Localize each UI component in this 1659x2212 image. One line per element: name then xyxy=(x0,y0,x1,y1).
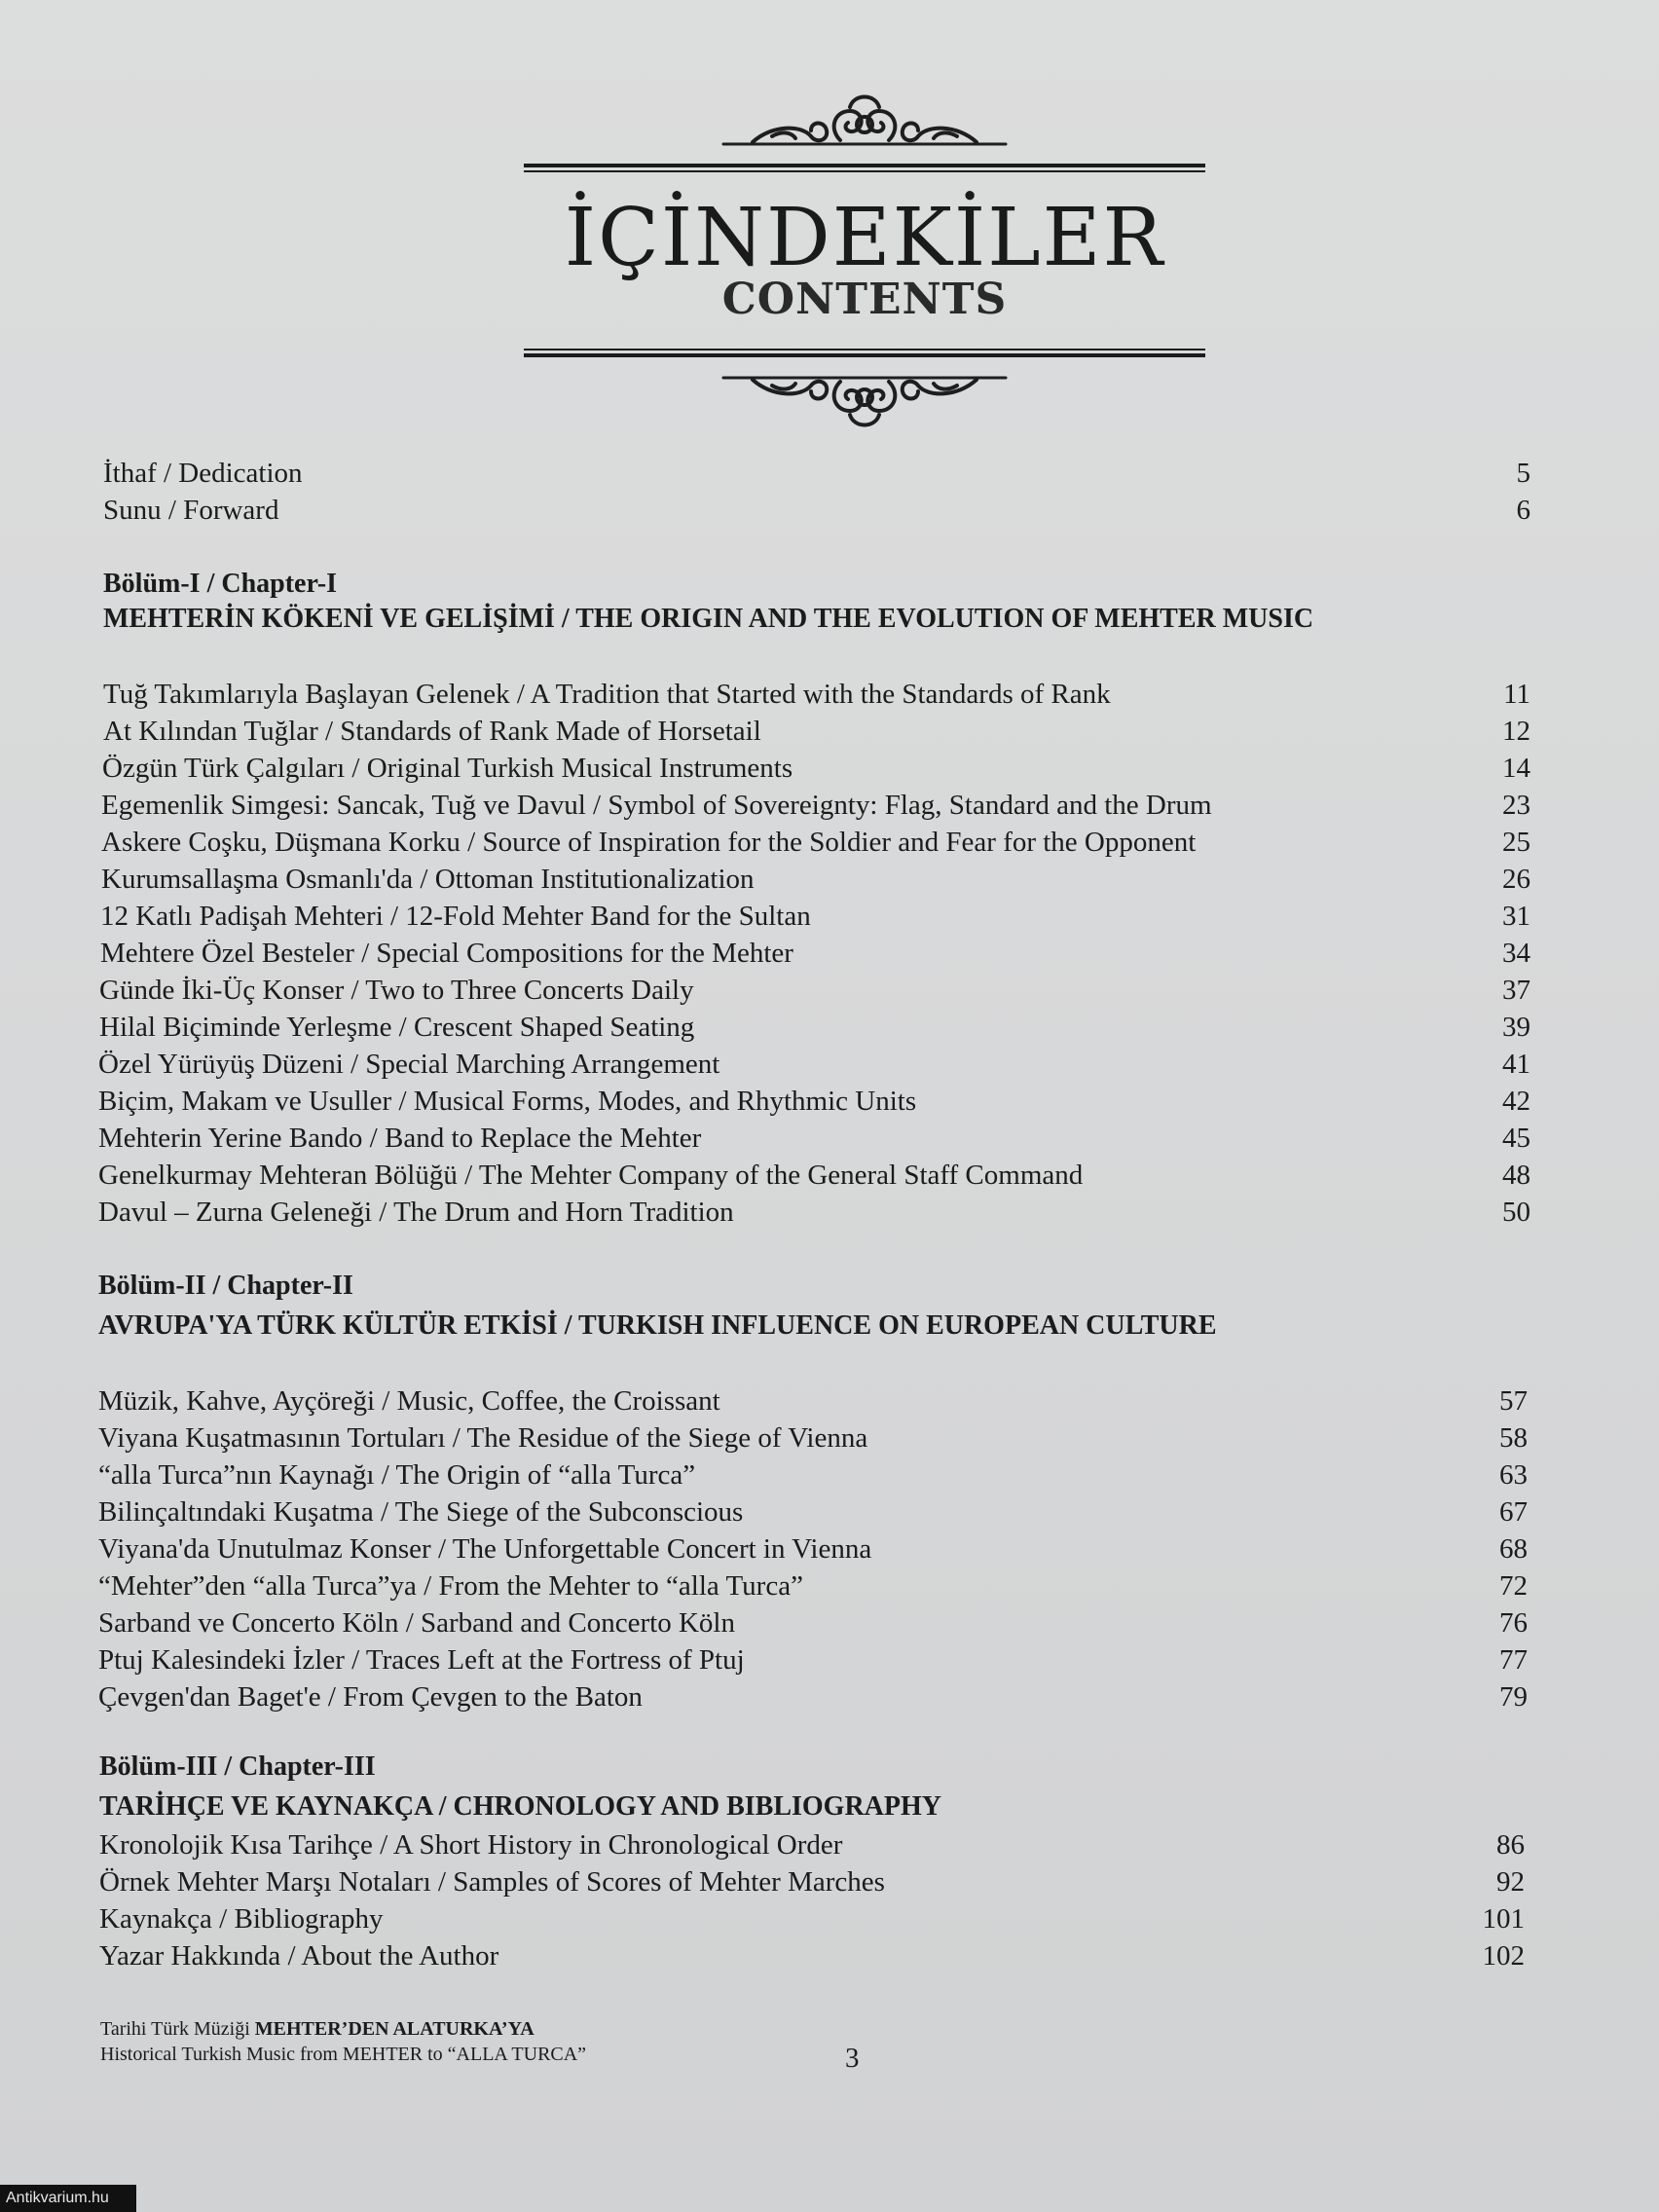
entry-title: 12 Katlı Padişah Mehteri / 12-Fold Mehter Band for the Sultan xyxy=(100,901,811,932)
toc-entry xyxy=(101,824,1530,861)
toc-entry xyxy=(99,1900,1525,1937)
entry-page-number: 14 xyxy=(1502,753,1530,784)
entry-title: Örnek Mehter Marşı Notaları / Samples of Scores of Mehter Marches xyxy=(99,1866,885,1898)
entry-title: Müzik, Kahve, Ayçöreği / Music, Coffee, the Croissant xyxy=(98,1385,720,1417)
toc-entry xyxy=(100,898,1530,935)
entry-page-number: 57 xyxy=(1499,1385,1528,1417)
entry-page-number: 48 xyxy=(1502,1160,1530,1191)
toc-entry xyxy=(98,1456,1528,1493)
chapter-label: Bölüm-III / Chapter-III xyxy=(99,1751,376,1782)
toc-entry xyxy=(98,1419,1528,1456)
entry-title: İthaf / Dedication xyxy=(103,458,303,489)
toc-entry xyxy=(99,1937,1525,1974)
entry-page-number: 26 xyxy=(1502,864,1530,895)
entry-title: Günde İki-Üç Konser / Two to Three Concerts Daily xyxy=(99,975,694,1006)
toc-entry xyxy=(103,455,1530,492)
entry-page-number: 45 xyxy=(1502,1123,1530,1154)
double-rule xyxy=(524,349,1205,358)
toc-entry xyxy=(98,1046,1530,1083)
entry-title: Mehtere Özel Besteler / Special Compositions for the Mehter xyxy=(100,938,793,969)
chapter-heading: AVRUPA'YA TÜRK KÜLTÜR ETKİSİ / TURKISH INFLUENCE ON EUROPEAN CULTURE xyxy=(98,1310,1217,1341)
entry-page-number: 50 xyxy=(1502,1197,1530,1228)
toc-entry xyxy=(98,1641,1528,1678)
entry-title: Kronolojik Kısa Tarihçe / A Short History in Chronological Order xyxy=(99,1829,843,1861)
entry-page-number: 31 xyxy=(1502,901,1530,932)
entry-title: Ptuj Kalesindeki İzler / Traces Left at the Fortress of Ptuj xyxy=(98,1644,745,1676)
toc-entry xyxy=(98,1194,1530,1231)
entry-title: Sarband ve Concerto Köln / Sarband and Concerto Köln xyxy=(98,1607,735,1639)
entry-page-number: 79 xyxy=(1499,1681,1528,1713)
entry-page-number: 92 xyxy=(1496,1866,1525,1898)
entry-page-number: 101 xyxy=(1482,1903,1525,1935)
entry-page-number: 86 xyxy=(1496,1829,1525,1861)
entry-title: Genelkurmay Mehteran Bölüğü / The Mehter Company of the General Staff Command xyxy=(98,1160,1084,1191)
entry-page-number: 34 xyxy=(1502,938,1530,969)
toc-entry xyxy=(98,1157,1530,1194)
toc-entry xyxy=(98,1678,1528,1715)
entry-title: Bilinçaltındaki Kuşatma / The Siege of the Subconscious xyxy=(98,1496,744,1528)
toc-entry xyxy=(98,1493,1528,1530)
entry-title: “Mehter”den “alla Turca”ya / From the Mehter to “alla Turca” xyxy=(98,1570,803,1602)
entry-title: Viyana'da Unutulmaz Konser / The Unforgettable Concert in Vienna xyxy=(98,1533,872,1565)
entry-page-number: 68 xyxy=(1499,1533,1528,1565)
entry-title: Askere Coşku, Düşmana Korku / Source of Inspiration for the Soldier and Fear for the Opponent xyxy=(101,827,1197,858)
entry-title: Yazar Hakkında / About the Author xyxy=(99,1940,499,1972)
entry-page-number: 58 xyxy=(1499,1422,1528,1454)
entry-title: Viyana Kuşatmasının Tortuları / The Residue of the Siege of Vienna xyxy=(98,1422,868,1454)
toc-entry xyxy=(98,1567,1528,1604)
toc-entry xyxy=(103,713,1530,750)
entry-page-number: 41 xyxy=(1502,1049,1530,1080)
toc-entry xyxy=(99,1009,1530,1046)
entry-title: Kaynakça / Bibliography xyxy=(99,1903,384,1935)
watermark: Antikvarium.hu xyxy=(0,2185,136,2212)
toc-entry xyxy=(99,1863,1525,1900)
toc-entry xyxy=(99,1826,1525,1863)
toc-entry xyxy=(101,787,1530,824)
chapter-heading: MEHTERİN KÖKENİ VE GELİŞİMİ / THE ORIGIN AND THE EVOLUTION OF MEHTER MUSIC xyxy=(103,604,1314,634)
footer-book-title-en: Historical Turkish Music from MEHTER to “ALLA TURCA” xyxy=(100,2044,587,2065)
scroll-ornament-icon xyxy=(714,368,1015,436)
entry-page-number: 37 xyxy=(1502,975,1530,1006)
toc-entry xyxy=(102,750,1530,787)
toc-entry xyxy=(101,861,1530,898)
page-subtitle: CONTENTS xyxy=(721,275,1008,324)
toc-entry xyxy=(103,492,1530,529)
entry-title: Çevgen'dan Baget'e / From Çevgen to the Baton xyxy=(98,1681,643,1713)
page-number: 3 xyxy=(845,2043,860,2074)
contents-header xyxy=(524,86,1205,446)
scroll-ornament-icon xyxy=(714,86,1015,154)
toc-entry xyxy=(100,935,1530,972)
chapter-label: Bölüm-I / Chapter-I xyxy=(103,569,338,599)
entry-page-number: 25 xyxy=(1502,827,1530,858)
entry-title: At Kılından Tuğlar / Standards of Rank Made of Horsetail xyxy=(103,716,761,747)
entry-title: Sunu / Forward xyxy=(103,495,279,526)
entry-title: Hilal Biçiminde Yerleşme / Crescent Shaped Seating xyxy=(99,1012,695,1043)
entry-title: Özgün Türk Çalgıları / Original Turkish Musical Instruments xyxy=(102,753,793,784)
footer-series: Tarihi Türk Müziği xyxy=(100,2018,255,2040)
entry-title: Kurumsallaşma Osmanlı'da / Ottoman Institutionalization xyxy=(101,864,755,895)
entry-page-number: 42 xyxy=(1502,1086,1530,1117)
entry-page-number: 23 xyxy=(1502,790,1530,821)
entry-page-number: 5 xyxy=(1516,458,1530,489)
toc-entry xyxy=(98,1382,1528,1419)
entry-page-number: 6 xyxy=(1516,495,1530,526)
entry-page-number: 67 xyxy=(1499,1496,1528,1528)
toc-entry xyxy=(98,1120,1530,1157)
page-title: İÇİNDEKİLER xyxy=(564,192,1165,284)
chapter-label: Bölüm-II / Chapter-II xyxy=(98,1271,353,1301)
toc-entry xyxy=(98,1083,1530,1120)
toc-entry xyxy=(99,972,1530,1009)
entry-page-number: 77 xyxy=(1499,1644,1528,1676)
footer-book-title xyxy=(100,2017,535,2041)
toc-entry xyxy=(98,1530,1528,1567)
entry-page-number: 102 xyxy=(1482,1940,1525,1972)
entry-title: Özel Yürüyüş Düzeni / Special Marching Arrangement xyxy=(98,1049,720,1080)
entry-page-number: 72 xyxy=(1499,1570,1528,1602)
entry-page-number: 39 xyxy=(1502,1012,1530,1043)
toc-entry xyxy=(103,676,1530,713)
toc-entry xyxy=(98,1604,1528,1641)
entry-title: Davul – Zurna Geleneği / The Drum and Horn Tradition xyxy=(98,1197,734,1228)
entry-page-number: 63 xyxy=(1499,1459,1528,1491)
entry-title: Egemenlik Simgesi: Sancak, Tuğ ve Davul / Symbol of Sovereignty: Flag, Standard and the Drum xyxy=(101,790,1212,821)
entry-title: Mehterin Yerine Bando / Band to Replace the Mehter xyxy=(98,1123,702,1154)
entry-page-number: 12 xyxy=(1502,716,1530,747)
entry-page-number: 76 xyxy=(1499,1607,1528,1639)
footer-title-bold: MEHTER’DEN ALATURKA’YA xyxy=(254,2018,535,2040)
entry-page-number: 11 xyxy=(1503,679,1530,710)
entry-title: Tuğ Takımlarıyla Başlayan Gelenek / A Tradition that Started with the Standards of Rank xyxy=(103,679,1111,710)
entry-title: “alla Turca”nın Kaynağı / The Origin of “alla Turca” xyxy=(98,1459,696,1491)
double-rule xyxy=(524,164,1205,173)
chapter-heading: TARİHÇE VE KAYNAKÇA / CHRONOLOGY AND BIBLIOGRAPHY xyxy=(99,1791,942,1822)
entry-title: Biçim, Makam ve Usuller / Musical Forms, Modes, and Rhythmic Units xyxy=(98,1086,917,1117)
